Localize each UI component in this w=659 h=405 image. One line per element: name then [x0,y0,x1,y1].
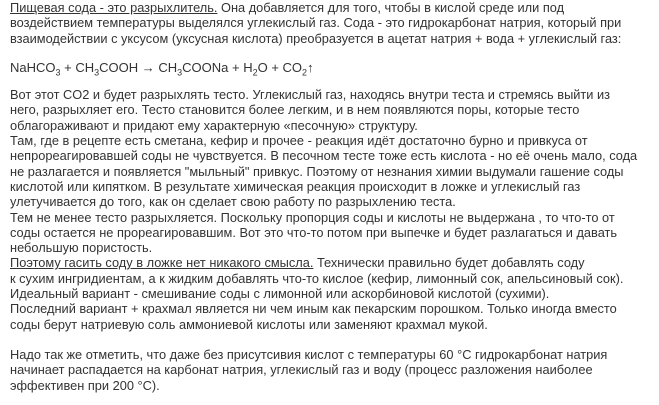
conclusion-line-3: Идеальный вариант - смешивание соды с лимонной или аскорбиновой кислотой (сухими). [10,286,550,302]
note-line-3: эффективен при 200 °С). [10,377,160,393]
body-line-6: не разлагается и появляется "мыльный" привкус. Поэтому от незнания химии выдумали гашение соды [10,163,624,179]
body-line-9: Тем не менее тесто разрыхляется. Поскольку пропорция соды и кислоты не выдержана , то что-то от [10,209,615,225]
conclusion-text: Технически правильно будет добавлять соду [313,255,585,271]
body-line-3: облагораживают и придают ему характерную «песочную» структуру. [10,117,418,133]
intro-line-3: взаимодействии с уксусом (уксусная кислота) преобразуется в ацетат натрия + вода + углекислый газ: [10,30,622,46]
note-line-2: начинает распадается на карбонат натрия, углекислый газ и воду (процесс разложения наиболее [10,362,593,378]
body-line-2: него, разрыхляет его. Тесто становится более легким, и в нем появляются поры, которые тесто [10,102,580,118]
intro-line-1 [10,0,653,15]
intro-underlined-heading: Пищевая сода - это разрыхлитель. [10,0,218,15]
intro-line-2: воздействием температуры выделялся углекислый газ. Сода - это гидрокарбонат натрия, который при [10,15,622,31]
body-line-11: небольшую пористость. [10,240,153,256]
body-line-7: кислотой или кипятком. В результате химическая реакция происходит в ложке и углекислый газ [10,178,581,194]
conclusion-line-4: Последний вариант + крахмал является ни чем иным как пекарским порошком. Только иногда вместо [10,301,617,317]
conclusion-underlined: Поэтому гасить соду в ложке нет никакого смысла. [10,255,314,271]
conclusion-line-5: соды берут натриевую соль аммониевой кислоты или заменяют крахмал мукой. [10,316,488,332]
body-line-8: улетучивается до того, как он сделает свою работу по разрыхлению теста. [10,194,456,210]
note-line-1: Надо так же отметить, что даже без присутсивия кислот с температуры 60 °С гидрокарбонат натрия [10,346,608,362]
body-line-1: Вот этот CO2 и будет разрыхлять тесто. Углекислый газ, находясь внутри теста и стремясь выйти из [10,87,611,103]
body-line-5: непрореагировавшей соды не чувствуется. В песочном тесте тоже есть кислота - но её очень мало, сода [10,148,638,164]
conclusion-line-2: к сухим ингридиентам, а к жидким добавлять что-то кислое (кефир, лимонный сок, апельсиновый сок). [10,270,624,286]
body-line-10: соды остается не прореагировавшим. Вот это что-то потом при выпечке и будет разлагаться и давать [10,224,618,240]
intro-text: Она добавляется для того, чтобы в кислой среде или под [217,0,565,15]
body-line-4: Там, где в рецепте есть сметана, кефир и прочее - реакция идёт достаточно бурно и привкуса от [10,133,588,149]
chemical-equation: NaHCO$_3$ + $CH_3COOH$ → $CH_3COONa + H_2O$ + $CO_2↑$ [10,59,314,78]
conclusion-line-1 [10,255,653,270]
